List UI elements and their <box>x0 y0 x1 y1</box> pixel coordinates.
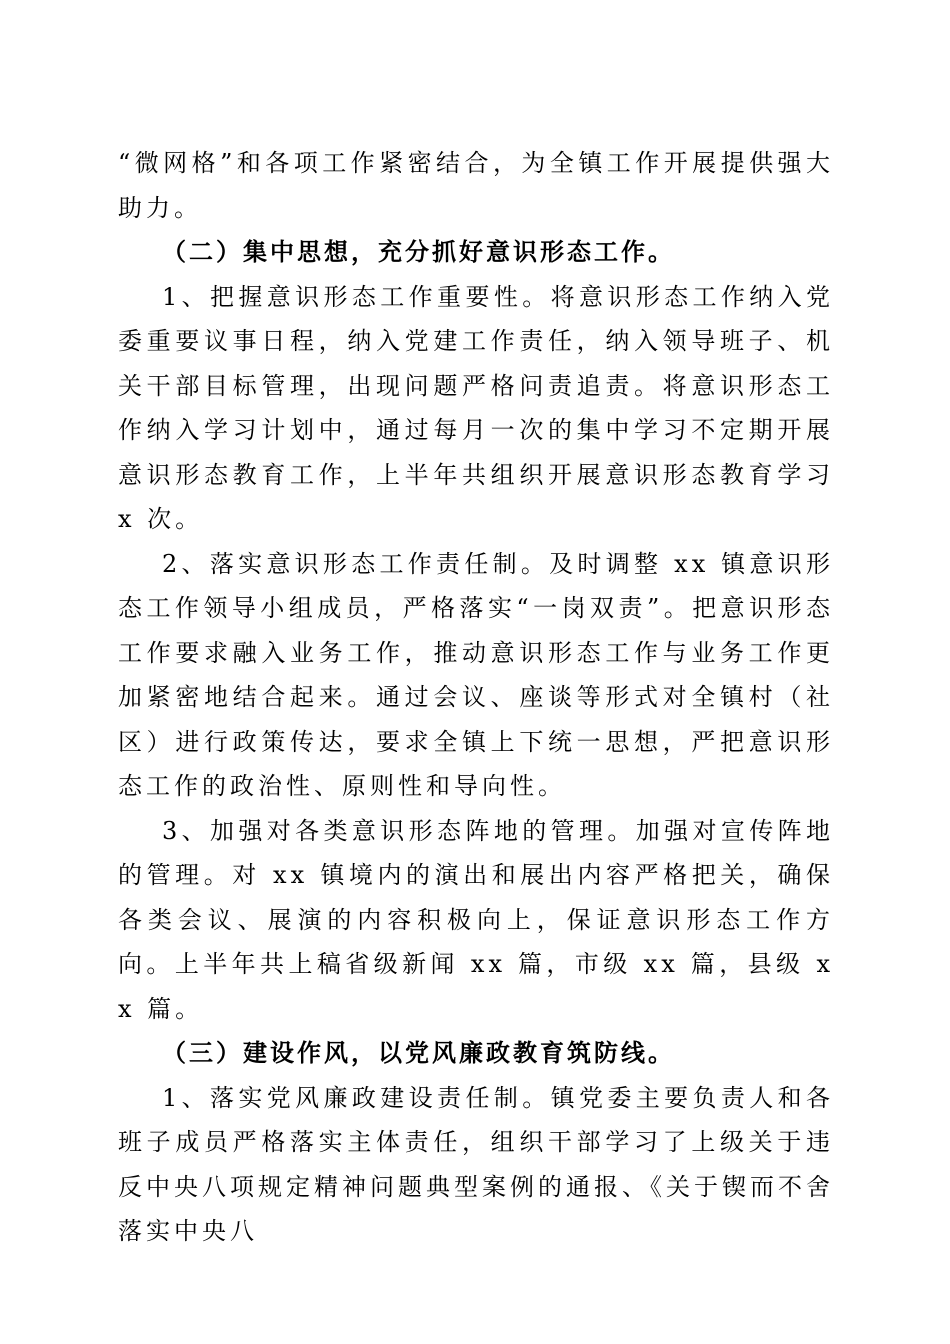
section-heading-3: （三）建设作风，以党风廉政教育筑防线。 <box>162 1038 675 1067</box>
paragraph-clean-governance: 1、落实党风廉政建设责任制。镇党委主要负责人和各班子成员严格落实主体责任，组织干部学习了上级关于违反中央八项规定精神问题典型案例的通报、《关于锲而不舍落实中央八 <box>118 1083 834 1245</box>
document-body <box>118 141 834 1254</box>
section-heading-2: （二）集中思想，充分抓好意识形态工作。 <box>162 237 675 266</box>
paragraph-ideology-responsibility: 2、落实意识形态工作责任制。及时调整 xx 镇意识形态工作领导小组成员，严格落实“一岗双责”。把意识形态工作要求融入业务工作，推动意识形态工作与业务工作更加紧密地结合起来。通过会议、座谈等形式对全镇村（社区）进行政策传达，要求全镇上下统一思想，严把意识形态工作的政治性、原则性和导向性。 <box>118 549 834 800</box>
paragraph-ideology-positions: 3、加强对各类意识形态阵地的管理。加强对宣传阵地的管理。对 xx 镇境内的演出和展出内容严格把关，确保各类会议、展演的内容积极向上，保证意识形态工作方向。上半年共上稿省级新闻 xx 篇，市级 xx 篇，县级 xx 篇。 <box>118 816 834 1023</box>
paragraph-continuation: “微网格”和各项工作紧密结合，为全镇工作开展提供强大助力。 <box>118 149 834 222</box>
paragraph-ideology-importance: 1、把握意识形态工作重要性。将意识形态工作纳入党委重要议事日程，纳入党建工作责任，纳入领导班子、机关干部目标管理，出现问题严格问责追责。将意识形态工作纳入学习计划中，通过每月一次的集中学习不定期开展意识形态教育工作，上半年共组织开展意识形态教育学习 x 次。 <box>118 282 834 533</box>
